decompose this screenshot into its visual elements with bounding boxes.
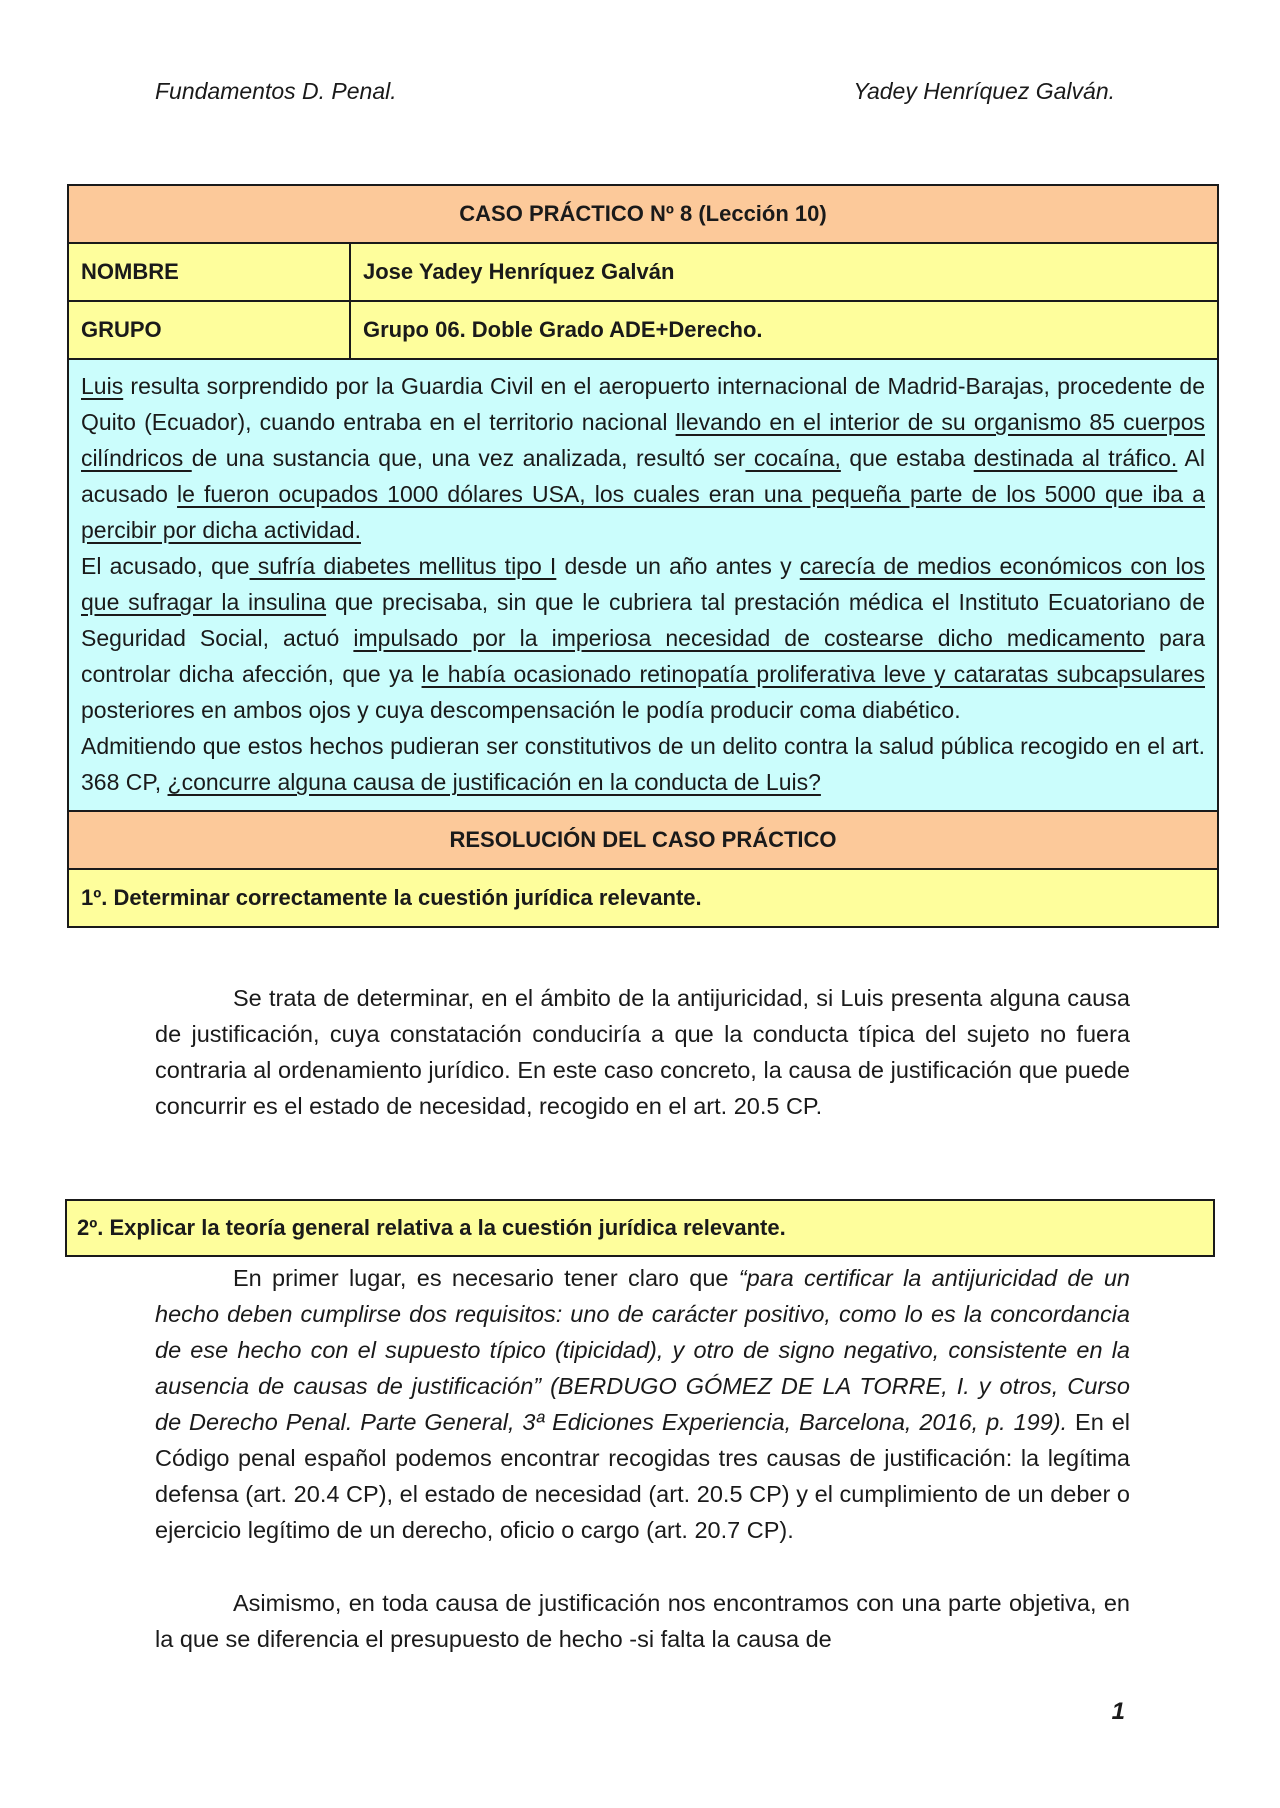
- case-statement: [68, 359, 1218, 811]
- statement-paragraph-3: Admitiendo que estos hechos pudieran ser constitutivos de un delito contra la salud pública recogido en el art. 368 CP, ¿concurre alguna causa de justificación en la conducta de Luis?: [81, 733, 1205, 795]
- page-number: 1: [1111, 1698, 1125, 1725]
- statement-paragraph-1: Luis resulta sorprendido por la Guardia Civil en el aeropuerto internacional de Madrid-Barajas, procedente de Quito (Ecuador), cuando entraba en el territorio nacional llevando en el interior de su organismo 85 cuerpos cilíndricos de una sustancia que, una vez analizada, resultó ser cocaína, que estaba destinada al tráfico. Al acusado le fueron ocupados 1000 dólares USA, los cuales eran una pequeña parte de los 5000 que iba a percibir por dicha actividad.: [81, 373, 1205, 543]
- grupo-label: GRUPO: [68, 301, 350, 359]
- section-2-paragraph-2: Asimismo, en toda causa de justificación nos encontramos con una parte objetiva, en la que se diferencia el presupuesto de hecho -si falta la causa de: [155, 1590, 1130, 1652]
- nombre-label: NOMBRE: [68, 243, 350, 301]
- step-2-heading: 2º. Explicar la teoría general relativa a la cuestión jurídica relevante.: [65, 1199, 1215, 1257]
- step-1-heading: 1º. Determinar correctamente la cuestión jurídica relevante.: [68, 869, 1218, 927]
- section-1-text: Se trata de determinar, en el ámbito de la antijuricidad, si Luis presenta alguna causa de justificación, cuya constatación conduciría a que la conducta típica del sujeto no fuera contraria al ordenamiento jurídico. En este caso concreto, la causa de justificación que puede concurrir es el estado de necesidad, recogido en el art. 20.5 CP.: [155, 985, 1130, 1119]
- nombre-value: Jose Yadey Henríquez Galván: [350, 243, 1218, 301]
- resolution-title: RESOLUCIÓN DEL CASO PRÁCTICO: [68, 811, 1218, 869]
- case-title: CASO PRÁCTICO Nº 8 (Lección 10): [68, 185, 1218, 243]
- section-2-paragraph-1: En primer lugar, es necesario tener claro que “para certificar la antijuricidad de un hecho deben cumplirse dos requisitos: uno de carácter positivo, como lo es la concordancia de ese hecho con el supuesto típico (tipicidad), y otro de signo negativo, consistente en la ausencia de causas de justificación” (BERDUGO GÓMEZ DE LA TORRE, I. y otros, Curso de Derecho Penal. Parte General, 3ª Ediciones Experiencia, Barcelona, 2016, p. 199). En el Código penal español podemos encontrar recogidas tres causas de justificación: la legítima defensa (art. 20.4 CP), el estado de necesidad (art. 20.5 CP) y el cumplimiento de un deber o ejercicio legítimo de un derecho, oficio o cargo (art. 20.7 CP).: [155, 1265, 1130, 1543]
- case-table: [67, 184, 1219, 928]
- grupo-value: Grupo 06. Doble Grado ADE+Derecho.: [350, 301, 1218, 359]
- header-author: Yadey Henríquez Galván.: [853, 78, 1115, 104]
- statement-paragraph-2: El acusado, que sufría diabetes mellitus tipo I desde un año antes y carecía de medios económicos con los que sufragar la insulina que precisaba, sin que le cubriera tal prestación médica el Instituto Ecuatoriano de Seguridad Social, actuó impulsado por la imperiosa necesidad de costearse dicho medicamento para controlar dicha afección, que ya le había ocasionado retinopatía proliferativa leve y cataratas subcapsulares posteriores en ambos ojos y cuya descompensación le podía producir coma diabético.: [81, 553, 1206, 723]
- header-subject: Fundamentos D. Penal.: [155, 78, 397, 104]
